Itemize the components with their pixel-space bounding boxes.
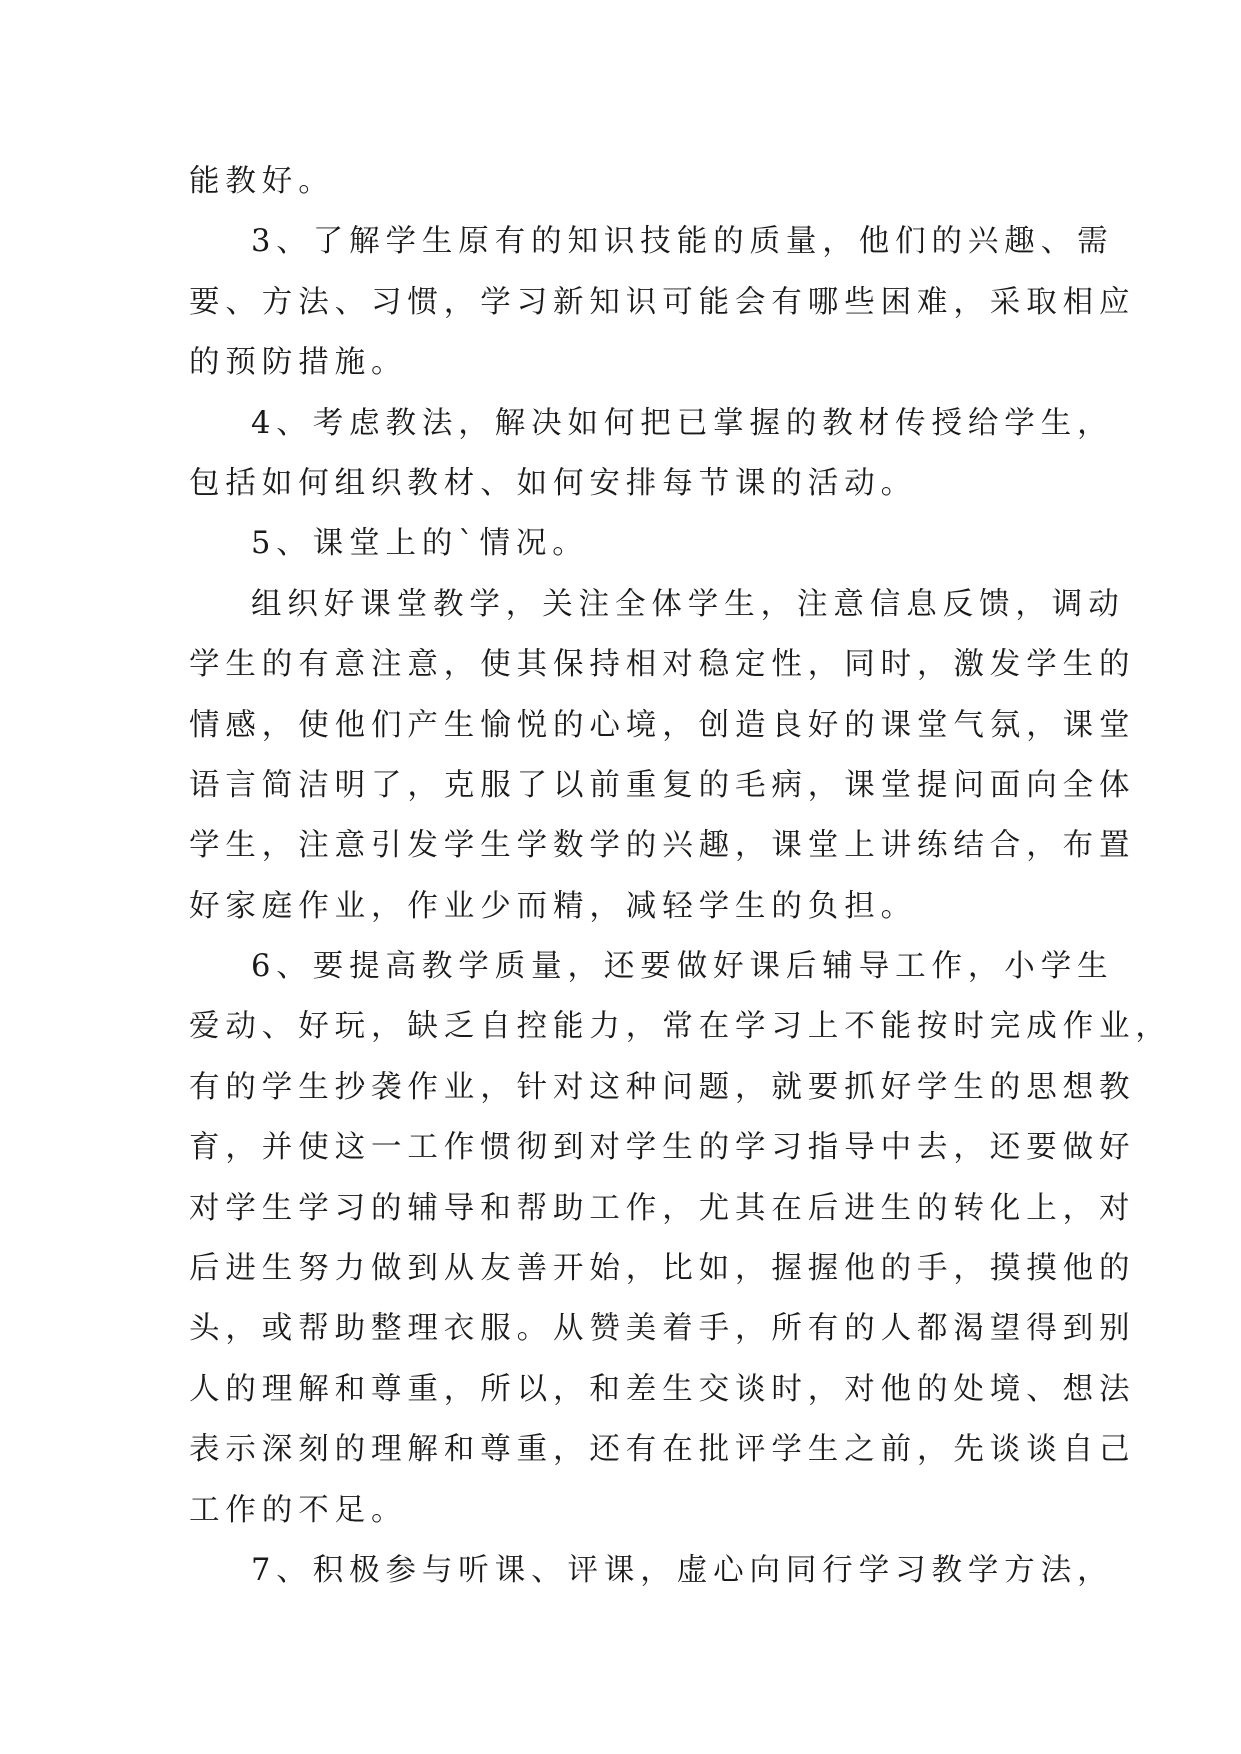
text-line: 语言简洁明了，克服了以前重复的毛病，课堂提问面向全体 xyxy=(189,767,1136,803)
text-line: 3、了解学生原有的知识技能的质量，他们的兴趣、需 xyxy=(251,224,1114,260)
text-line: 的预防措施。 xyxy=(189,345,408,381)
text-line: 7、积极参与听课、评课，虚心向同行学习教学方法， xyxy=(251,1552,1114,1588)
text-line: 包括如何组织教材、如何安排每节课的活动。 xyxy=(189,465,917,501)
text-line: 有的学生抄袭作业，针对这种问题，就要抓好学生的思想教 xyxy=(189,1069,1136,1105)
text-line: 对学生学习的辅导和帮助工作，尤其在后进生的转化上，对 xyxy=(189,1190,1136,1226)
text-line: 5、课堂上的`情况。 xyxy=(251,526,589,562)
text-line: 要、方法、习惯，学习新知识可能会有哪些困难，采取相应 xyxy=(189,284,1136,320)
text-line: 人的理解和尊重，所以，和差生交谈时，对他的处境、想法 xyxy=(189,1371,1136,1407)
text-line: 后进生努力做到从友善开始，比如，握握他的手，摸摸他的 xyxy=(189,1251,1136,1287)
text-line: 好家庭作业，作业少而精，减轻学生的负担。 xyxy=(189,888,917,924)
text-line: 工作的不足。 xyxy=(189,1492,408,1528)
text-line: 情感，使他们产生愉悦的心境，创造良好的课堂气氛，课堂 xyxy=(189,707,1136,743)
text-line: 学生的有意注意，使其保持相对稳定性，同时，激发学生的 xyxy=(189,647,1136,683)
text-line: 能教好。 xyxy=(189,164,335,199)
text-line: 学生，注意引发学生学数学的兴趣，课堂上讲练结合，布置 xyxy=(189,828,1136,864)
document-body xyxy=(189,152,1172,1601)
text-line: 组织好课堂教学，关注全体学生，注意信息反馈，调动 xyxy=(251,586,1125,622)
text-line: 6、要提高教学质量，还要做好课后辅导工作，小学生 xyxy=(251,949,1114,985)
text-line: 4、考虑教法，解决如何把已掌握的教材传授给学生， xyxy=(251,405,1114,441)
text-line: 头，或帮助整理衣服。从赞美着手，所有的人都渴望得到别 xyxy=(189,1311,1136,1347)
text-line: 表示深刻的理解和尊重，还有在批评学生之前，先谈谈自己 xyxy=(189,1432,1136,1468)
text-line: 育，并使这一工作惯彻到对学生的学习指导中去，还要做好 xyxy=(189,1130,1136,1166)
text-line: 爱动、好玩，缺乏自控能力，常在学习上不能按时完成作业， xyxy=(189,1009,1172,1045)
